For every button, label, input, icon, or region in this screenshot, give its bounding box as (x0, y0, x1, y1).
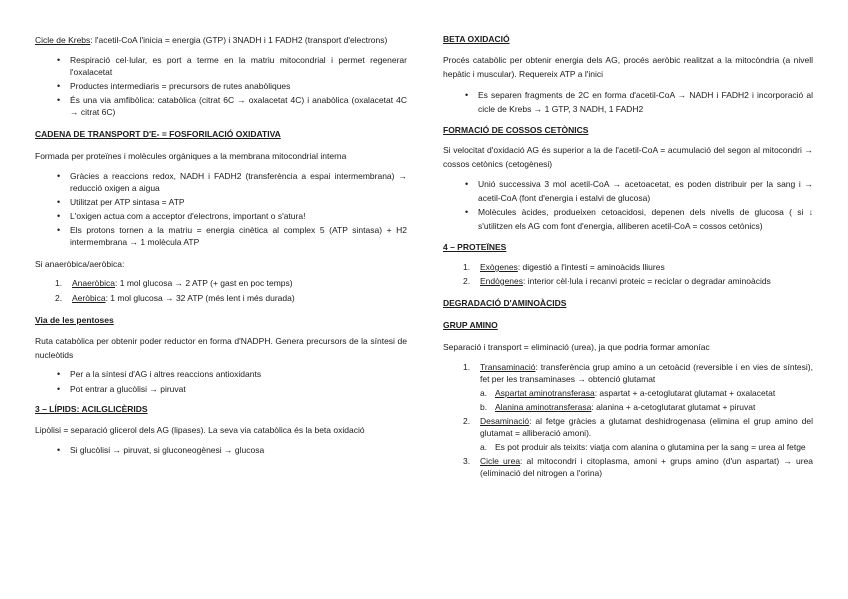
lipids-bullets (35, 444, 407, 456)
anaer-intro: Si anaeròbica/aeròbica: (35, 259, 125, 269)
grup-intro: Separació i transport = eliminació (urea), ja que podria formar amoníac (443, 342, 710, 352)
list-text: : 1 mol glucosa → 32 ATP (més lent i més durada) (105, 293, 295, 303)
list-item: • És una via amfibòlica: catabòlica (citrat 6C → oxalacetat 4C) i anabòlica (oxalacetat 4C → citrat 6C) (35, 94, 407, 118)
grup-list (443, 361, 813, 385)
list-number: 2. (463, 416, 471, 426)
list-item: • Per a la síntesi d'AG i altres reaccions antioxidants (35, 368, 407, 380)
list-item: • L'oxigen actua com a acceptor d'electrons, important o s'atura! (35, 210, 407, 222)
list-number: 2. (463, 276, 471, 286)
sub-list-item (443, 401, 813, 413)
sub-list-item (443, 387, 813, 399)
cadena-heading: CADENA DE TRANSPORT D'E- = FOSFORILACIÓ OXIDATIVA (35, 129, 281, 139)
list-number: 1. (463, 362, 471, 372)
list-text: : aspartat + a-cetoglutarat glutamat + oxalacetat (594, 388, 776, 398)
list-term: Cicle urea (480, 456, 521, 466)
beta-bullets (443, 88, 813, 116)
pentoses-intro: Ruta catabòlica per obtenir poder reductor en forma d'NADPH. Genera precursors de la síntesi de nucleòtids (35, 336, 407, 360)
anaer-list (35, 277, 407, 304)
pentoses-bullets (35, 368, 407, 395)
list-text: : interior cèl·lula i recanvi proteic = reciclar o degradar aminoàcids (523, 276, 771, 286)
krebs-bullets (35, 54, 407, 118)
cetonics-bullets (443, 177, 813, 233)
lipids-heading: 3 – LÍPIDS: ACILGLICÈRIDS (35, 404, 148, 414)
list-item (443, 261, 813, 273)
list-term: Exògenes (480, 262, 518, 272)
krebs-paragraph (35, 33, 407, 48)
cadena-intro: Formada per proteïnes i molècules orgàniques a la membrana mitocondrial interna (35, 151, 347, 161)
list-term: Transaminació (480, 362, 536, 372)
sub-list-item (443, 441, 813, 453)
krebs-text: : l'acetil-CoA l'inicia = energia (GTP) i 3NADH i 1 FADH2 (transport d'electrons) (90, 35, 388, 45)
proteines-heading: 4 – PROTEÏNES (443, 242, 507, 252)
list-item: • Unió successiva 3 mol acetil-CoA → acetoacetat, es poden distribuir per la sang i → acetil-CoA (font d'energia i estalvi de glucosa) (443, 177, 813, 205)
list-text: : alanina + a-cetoglutarat glutamat + piruvat (591, 402, 756, 412)
cetonics-heading: FORMACIÓ DE COSSOS CETÒNICS (443, 125, 589, 135)
list-item: • Si glucòlisi → piruvat, si gluconeogènesi → glucosa (35, 444, 407, 456)
list-item: • Utilitzat per ATP sintasa = ATP (35, 196, 407, 208)
list-text: : al fetge gràcies a glutamat deshidrogenasa (elimina el grup amino del glutamat = alliberació amoni). (480, 416, 813, 438)
cetonics-intro: Si velocitat d'oxidació AG és superior a la de l'acetil-CoA = acumulació del segon al mitocondri → cossos cetònics (cetogènesi) (443, 145, 813, 169)
list-text: : al mitocondri i citoplasma, amoni + grups amino (d'un aspartat) → urea (eliminació del nitrogen a l'orina) (480, 456, 813, 478)
list-letter: b. (480, 402, 488, 412)
list-text: : 1 mol glucosa → 2 ATP (+ gast en poc temps) (115, 278, 293, 288)
degradacio-heading: DEGRADACIÓ D'AMINOÀCIDS (443, 298, 567, 308)
list-item (35, 277, 407, 289)
list-number: 1. (55, 278, 63, 288)
desaminacio-sublist (443, 441, 813, 453)
beta-heading: BETA OXIDACIÓ (443, 34, 510, 44)
list-item: • Respiració cel·lular, es port a terme en la matriu mitocondrial i permet regenerar l'oxalacetat (35, 54, 407, 78)
list-letter: a. (480, 442, 488, 452)
list-text: : transferència grup amino a un cetoàcid (reversible i en vies de síntesi), fet per les transaminases → obtenció glutamat (480, 362, 813, 384)
list-item: • Gràcies a reaccions redox, NADH i FADH2 (transferència a espai intermembrana) → reducció oxigen a aigua (35, 170, 407, 194)
lipids-intro: Lipòlisi = separació glicerol dels AG (lipases). La seva via catabòlica és la beta oxidació (35, 425, 365, 435)
list-term: Aeròbica (72, 293, 106, 303)
list-item: • Pot entrar a glucòlisi → piruvat (35, 383, 407, 395)
list-letter: a. (480, 388, 488, 398)
list-item (443, 455, 813, 479)
list-item: • Es separen fragments de 2C en forma d'acetil-CoA → NADH i FADH2 i incorporació al cicle de Krebs → 1 GTP, 3 NADH, 1 FADH2 (443, 88, 813, 116)
list-item: • Molècules àcides, produeixen cetoacidosi, depenen dels nivells de glucosa ( si ↓ s'utilitzen els AG com font d'energia, alliberen acetil-CoA = cossos cetònics) (443, 205, 813, 233)
pentoses-heading: Via de les pentoses (35, 315, 114, 325)
list-term: Endògenes (480, 276, 524, 286)
list-number: 2. (55, 293, 63, 303)
grup-list-cont (443, 415, 813, 439)
proteines-list (443, 261, 813, 287)
list-term: Anaeròbica (72, 278, 116, 288)
list-term: Desaminació (480, 416, 530, 426)
list-item (35, 292, 407, 304)
list-item (443, 275, 813, 287)
list-number: 3. (463, 456, 471, 466)
list-item: • Productes intermediaris = precursors de rutes anabòliques (35, 80, 407, 92)
grup-heading: GRUP AMINO (443, 320, 498, 330)
beta-intro: Procés catabòlic per obtenir energia dels AG, procés aeròbic realitzat a la mitocòndria (a nivell hepàtic i muscular). Requereix ATP a l'inici (443, 55, 813, 79)
list-item (443, 361, 813, 385)
list-number: 1. (463, 262, 471, 272)
list-term: Aspartat aminotransferasa (495, 388, 595, 398)
right-column (443, 33, 813, 479)
cadena-bullets (35, 170, 407, 248)
left-column (35, 33, 407, 456)
list-text: : digestió a l'intestí = aminoàcids lliures (517, 262, 665, 272)
krebs-term: Cicle de Krebs (35, 35, 91, 45)
list-text: Es pot produir als teixits: viatja com alanina o glutamina per la sang = urea al fetge (495, 442, 806, 452)
list-term: Alanina aminotransferasa (495, 402, 592, 412)
transaminacio-sublist (443, 387, 813, 413)
list-item (443, 415, 813, 439)
grup-list-end (443, 455, 813, 479)
list-item: • Els protons tornen a la matriu = energia cinètica al complex 5 (ATP sintasa) + H2 intermembrana → 1 molècula ATP (35, 224, 407, 248)
